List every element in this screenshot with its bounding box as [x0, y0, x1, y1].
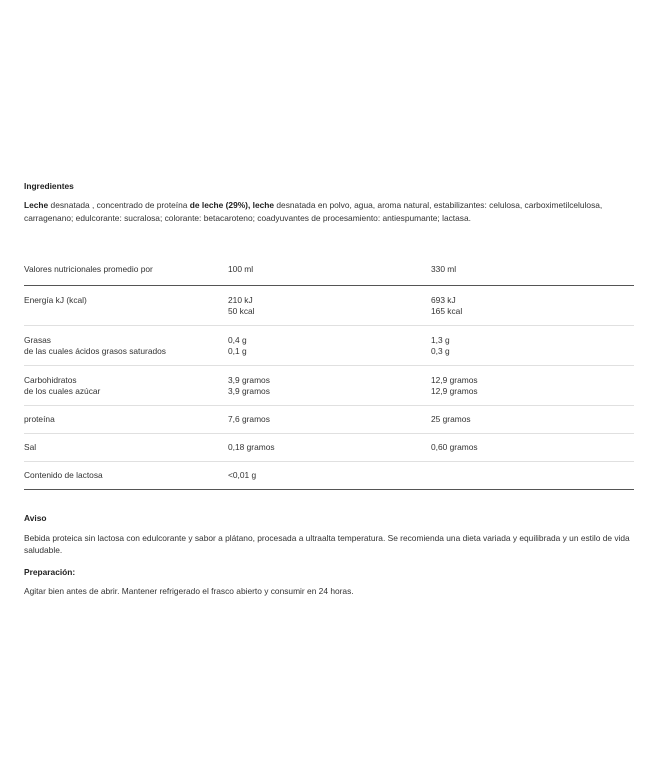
row-label: Energía kJ (kcal) — [24, 295, 87, 305]
row-value: 3,9 gramos — [228, 386, 270, 396]
table-bottom-divider — [24, 489, 634, 490]
row-value: 0,60 gramos — [431, 442, 478, 452]
row-value: 12,9 gramos — [431, 375, 478, 385]
row-value: 1,3 g — [431, 335, 450, 345]
aviso-text: Bebida proteica sin lactosa con edulcorante y sabor a plátano, procesada a ultraalta temperatura. Se recomienda una dieta variada y equilibrada y un estilo de vida saludable. — [24, 533, 630, 555]
row-divider — [24, 433, 634, 434]
row-sublabel: de los cuales azúcar — [24, 386, 101, 396]
row-value: 693 kJ — [431, 295, 456, 305]
row-value: <0,01 g — [228, 470, 257, 480]
preparacion-title: Preparación: — [24, 567, 76, 577]
row-value: 7,6 gramos — [228, 414, 270, 424]
row-value: 50 kcal — [228, 306, 255, 316]
ingredient-part: desnatada , concentrado de proteína — [48, 200, 190, 210]
row-divider — [24, 405, 634, 406]
row-value: 0,1 g — [228, 346, 247, 356]
row-value: 0,18 gramos — [228, 442, 275, 452]
row-label: Carbohidratos — [24, 375, 77, 385]
aviso-title: Aviso — [24, 513, 47, 523]
preparacion-text: Agitar bien antes de abrir. Mantener refrigerado el frasco abierto y consumir en 24 horas. — [24, 586, 354, 596]
row-label: Contenido de lactosa — [24, 470, 103, 480]
row-value: 3,9 gramos — [228, 375, 270, 385]
ingredient-part: Leche — [24, 200, 49, 210]
row-label: Sal — [24, 442, 37, 452]
row-sublabel: de las cuales ácidos grasos saturados — [24, 346, 166, 356]
row-divider — [24, 325, 634, 326]
row-divider — [24, 461, 634, 462]
ingredients-title: Ingredientes — [24, 181, 74, 191]
row-value: 0,4 g — [228, 335, 247, 345]
row-label: proteína — [24, 414, 55, 424]
row-value: 12,9 gramos — [431, 386, 478, 396]
row-value: 210 kJ — [228, 295, 253, 305]
header-col-100ml: 100 ml — [228, 264, 254, 274]
ingredient-part: de leche (29%), leche — [189, 200, 275, 210]
ingredients-text — [24, 199, 636, 224]
header-col-330ml: 330 ml — [431, 264, 457, 274]
row-value: 165 kcal — [431, 306, 463, 316]
ingredient-part: desnatada en polvo, agua, aroma natural, estabilizantes: celulosa, carboximetilcelulosa, carragenano; edulcorante: sucralosa; colorante: betacaroteno; coadyuvantes de procesamiento: antiespumante; lactasa. — [24, 200, 603, 223]
header-label: Valores nutricionales promedio por — [24, 264, 153, 274]
row-value: 0,3 g — [431, 346, 450, 356]
header-divider — [24, 285, 634, 286]
row-value: 25 gramos — [431, 414, 471, 424]
row-divider — [24, 365, 634, 366]
row-label: Grasas — [24, 335, 51, 345]
